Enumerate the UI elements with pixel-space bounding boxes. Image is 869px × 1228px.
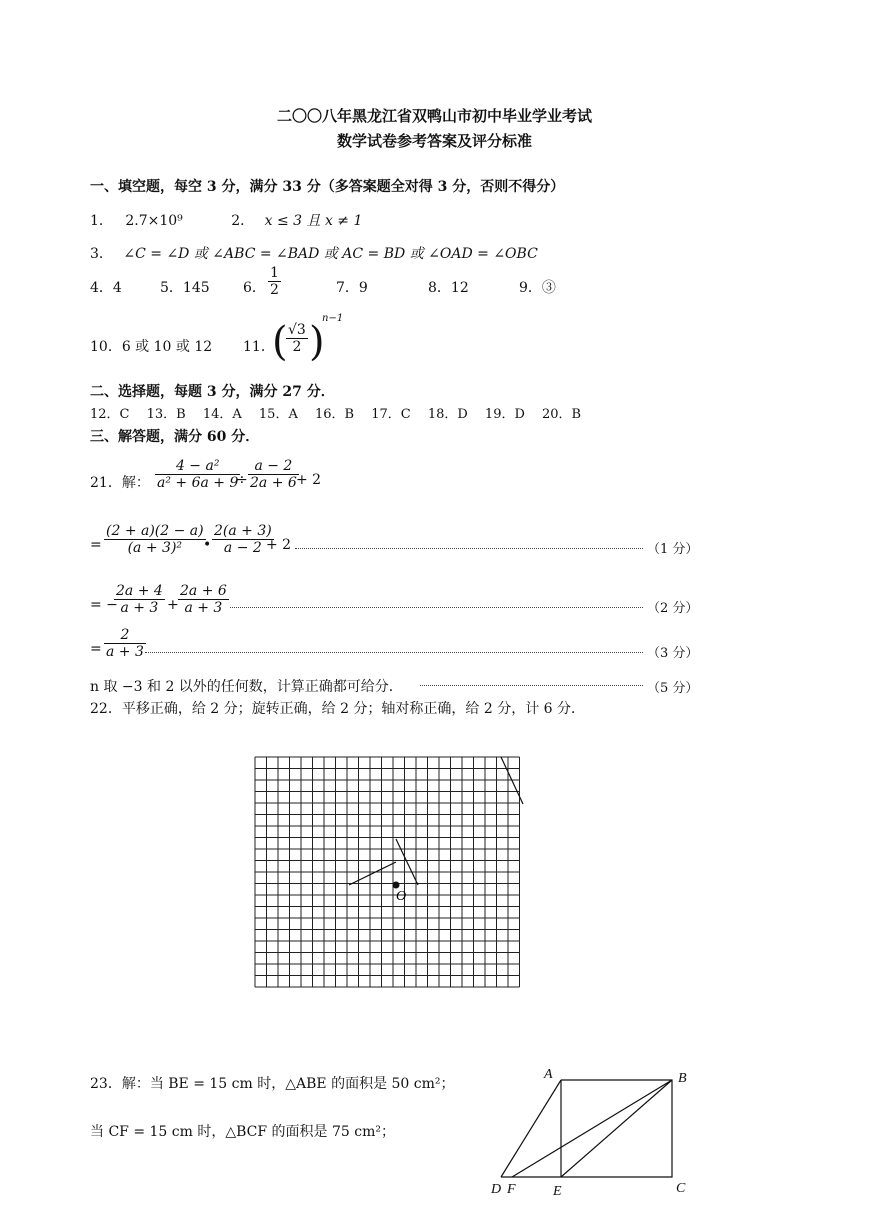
q21-lead-1: = bbox=[90, 537, 102, 553]
label-D: D bbox=[491, 1182, 502, 1197]
q6-label: 6． bbox=[243, 280, 266, 296]
q21-op-2: + bbox=[167, 597, 179, 613]
q21-den-2a: a + 3 bbox=[120, 600, 159, 616]
title-line-1: 二〇〇八年黑龙江省双鸭山市初中毕业学业考试 bbox=[276, 107, 592, 125]
q21-num-0a: 4 − a² bbox=[155, 458, 240, 475]
q3-label: 3． bbox=[90, 246, 113, 262]
q21-den-0b: 2a + 6 bbox=[250, 475, 297, 491]
q2-label: 2． bbox=[231, 213, 255, 229]
choice-answers: 12．C 13．B 14．A 15．A 16．B 17．C 18．D 19．D 20．B bbox=[90, 407, 582, 422]
grid-label-O: O bbox=[396, 889, 407, 904]
q21-den-1b: a − 2 bbox=[223, 540, 262, 556]
q6-denominator: 2 bbox=[270, 282, 279, 298]
q10: 10．6 或 10 或 12 bbox=[90, 339, 213, 355]
q21-op-1: • bbox=[203, 537, 212, 553]
q21-num-0b: a − 2 bbox=[248, 458, 299, 475]
title-line-2: 数学试卷参考答案及评分标准 bbox=[336, 132, 532, 150]
q2-answer: x ≤ 3 且 x ≠ 1 bbox=[264, 213, 363, 229]
q11-exponent: n−1 bbox=[322, 313, 344, 324]
q21-den-3: a + 3 bbox=[106, 644, 144, 660]
label-C: C bbox=[676, 1181, 686, 1196]
q21-score-4: （5 分） bbox=[647, 681, 699, 696]
q22-text: 22．平移正确，给 2 分；旋转正确，给 2 分；轴对称正确，给 2 分，计 6 分． bbox=[90, 701, 586, 717]
q23-line-1: 23．解：当 BE = 15 cm 时，△ABE 的面积是 50 cm²； bbox=[90, 1076, 455, 1092]
edge-BF bbox=[512, 1080, 672, 1177]
q21-num-1b: 2(a + 3) bbox=[214, 523, 272, 539]
q23-line-2: 当 CF = 15 cm 时，△BCF 的面积是 75 cm²； bbox=[90, 1124, 395, 1140]
label-F: F bbox=[507, 1182, 516, 1197]
edge-AD bbox=[501, 1080, 561, 1177]
edge-BE bbox=[561, 1080, 672, 1177]
label-A: A bbox=[544, 1067, 553, 1082]
q7: 7．9 bbox=[336, 280, 368, 296]
q6-numerator: 1 bbox=[270, 265, 279, 281]
q1-label: 1． bbox=[90, 213, 113, 229]
q5: 5．145 bbox=[160, 280, 210, 296]
q21-lead-3: = bbox=[90, 641, 102, 657]
q21-num-3: 2 bbox=[104, 627, 146, 644]
q11-numerator: √3 bbox=[288, 322, 306, 338]
label-E: E bbox=[553, 1184, 562, 1199]
q21-op-0: ÷ bbox=[236, 472, 248, 488]
q21-num-2b: 2a + 6 bbox=[180, 583, 227, 599]
q21-tail-0: + 2 bbox=[296, 472, 322, 488]
section3-heading: 三、解答题，满分 60 分． bbox=[90, 429, 260, 445]
q4: 4．4 bbox=[90, 280, 122, 296]
q21-score-1: （1 分） bbox=[647, 542, 699, 557]
section2-heading: 二、选择题，每题 3 分，满分 27 分． bbox=[90, 384, 335, 400]
q21-note: n 取 −3 和 2 以外的任何数，计算正确都可给分． bbox=[90, 679, 403, 695]
q11-right-paren: ) bbox=[309, 319, 325, 365]
rect-outline bbox=[501, 1080, 672, 1177]
q21-den-1a: (a + 3)² bbox=[127, 540, 183, 556]
q21-num-1a: (2 + a)(2 − a) bbox=[106, 523, 204, 539]
q21-label: 21．解： bbox=[90, 475, 150, 491]
q21-score-3: （3 分） bbox=[647, 646, 699, 661]
q21-lead-2: = − bbox=[90, 597, 118, 613]
q11-left-paren: ( bbox=[272, 319, 288, 365]
q21-tail-1: + 2 bbox=[266, 537, 292, 553]
q21-den-0a: a² + 6a + 9 bbox=[157, 475, 239, 491]
q1-answer: 2.7×10⁹ bbox=[125, 213, 183, 229]
q8: 8．12 bbox=[428, 280, 469, 296]
q11-label: 11． bbox=[243, 339, 275, 355]
q9: 9．③ bbox=[519, 280, 556, 296]
label-B: B bbox=[678, 1071, 687, 1086]
q21-score-2: （2 分） bbox=[647, 601, 699, 616]
q3-answer: ∠C = ∠D 或 ∠ABC = ∠BAD 或 AC = BD 或 ∠OAD = ∠OBC bbox=[123, 246, 538, 262]
section1-heading: 一、填空题，每空 3 分，满分 33 分（多答案题全对得 3 分，否则不得分） bbox=[90, 179, 565, 195]
q21-num-2a: 2a + 4 bbox=[116, 583, 163, 599]
q11-denominator: 2 bbox=[292, 339, 302, 355]
q21-den-2b: a + 3 bbox=[184, 600, 223, 616]
